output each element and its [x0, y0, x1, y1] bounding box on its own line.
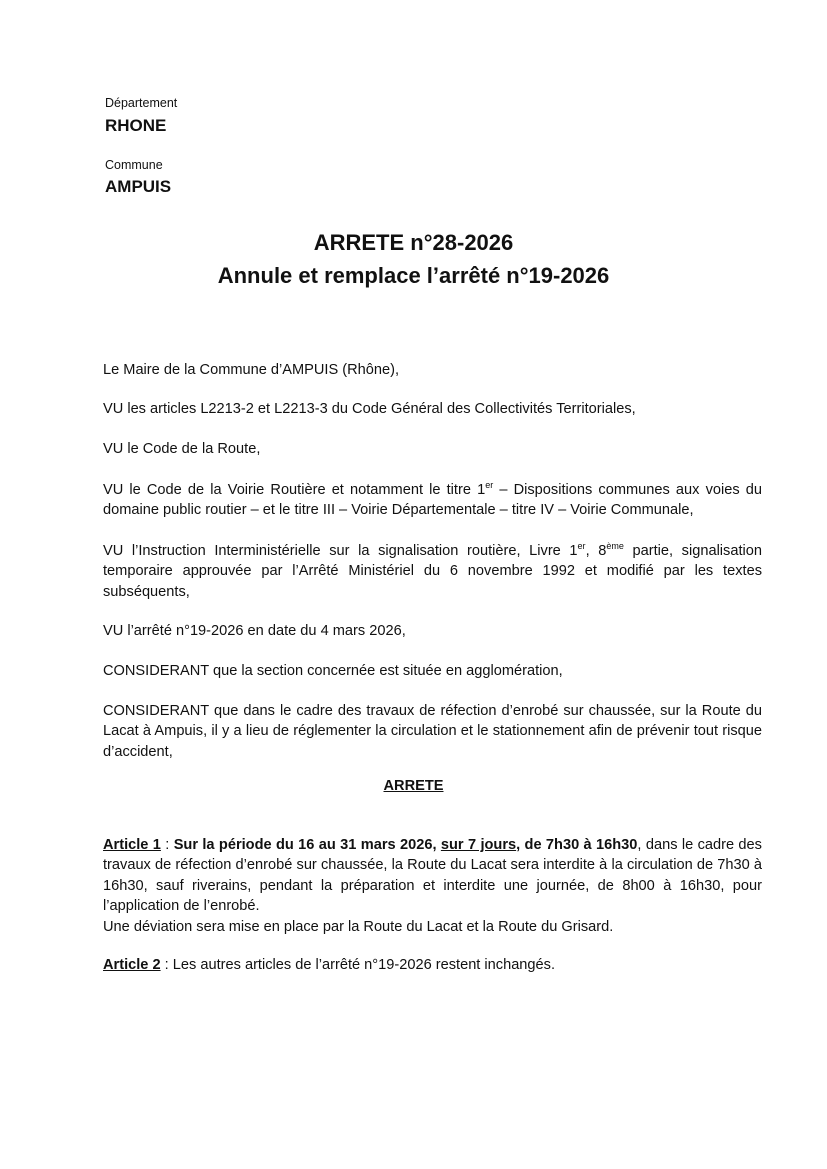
vu-code-route: VU le Code de la Route, — [103, 441, 261, 457]
article-1-duration: sur 7 jours — [440, 837, 517, 853]
document-subtitle: Annule et remplace l’arrêté n°19-2026 — [217, 263, 610, 288]
maire-line: Le Maire de la Commune d’AMPUIS (Rhône), — [103, 362, 400, 378]
vu-instruction-text: , 8 — [585, 543, 607, 559]
commune-label: Commune — [105, 158, 163, 172]
arrete-heading: ARRETE — [383, 778, 444, 794]
article-1-text: , dans le cadre des travaux de réfection d’enrobé sur chaussée, la Route du Lacat sera interdite à la circulation de 7h30 à 16h30, sauf riverains, pendant la préparation et interdite une journée, de 8h00 à 16h30, pour l’application de l’enrobé. — [103, 837, 762, 914]
commune-value: AMPUIS — [105, 177, 172, 196]
superscript: ème — [606, 541, 624, 552]
vu-instruction-text: VU l’Instruction Interministérielle sur la signalisation routière, Livre 1 — [103, 543, 578, 559]
departement-value: RHONE — [105, 116, 167, 135]
article-2-label: Article 2 — [103, 957, 161, 973]
vu-instruction-text: partie, signalisation temporaire approuvée par l’Arrêté Ministériel du 6 novembre 1992 et modifié par les textes subséquents, — [103, 543, 762, 600]
superscript: er — [485, 480, 494, 491]
vu-instruction — [103, 541, 762, 602]
article-1-label: Article 1 — [103, 837, 161, 853]
considerant-travaux: CONSIDERANT que dans le cadre des travaux de réfection d’enrobé sur chaussée, sur la Route du Lacat à Ampuis, il y a lieu de réglementer la circulation et le stationnement afin de prévenir tout risque d’accident, — [103, 703, 762, 760]
separator: : — [160, 837, 174, 853]
superscript: er — [577, 541, 586, 552]
article-2 — [103, 955, 762, 975]
vu-cgct: VU les articles L2213-2 et L2213-3 du Code Général des Collectivités Territoriales, — [103, 401, 636, 417]
article-1-deviation: Une déviation sera mise en place par la Route du Lacat et la Route du Grisard. — [103, 919, 614, 935]
vu-voirie — [103, 480, 762, 521]
article-2-text: : Les autres articles de l’arrêté n°19-2026 restent inchangés. — [160, 957, 556, 973]
vu-voirie-text: – Dispositions communes aux voies du domaine public routier – et le titre III – Voirie Départementale – titre IV – Voirie Communale, — [103, 482, 763, 519]
vu-voirie-text: VU le Code de la Voirie Routière et notamment le titre 1 — [103, 482, 486, 498]
article-1 — [103, 835, 762, 916]
vu-arrete: VU l’arrêté n°19-2026 en date du 4 mars 2026, — [103, 623, 406, 639]
article-1-period: Sur la période du 16 au 31 mars 2026, — [173, 837, 441, 853]
document-title: ARRETE n°28-2026 — [313, 230, 514, 255]
departement-label: Département — [105, 96, 178, 110]
considerant-agglomeration: CONSIDERANT que la section concernée est située en agglomération, — [103, 663, 563, 679]
article-1-hours: , de 7h30 à 16h30 — [516, 837, 638, 853]
